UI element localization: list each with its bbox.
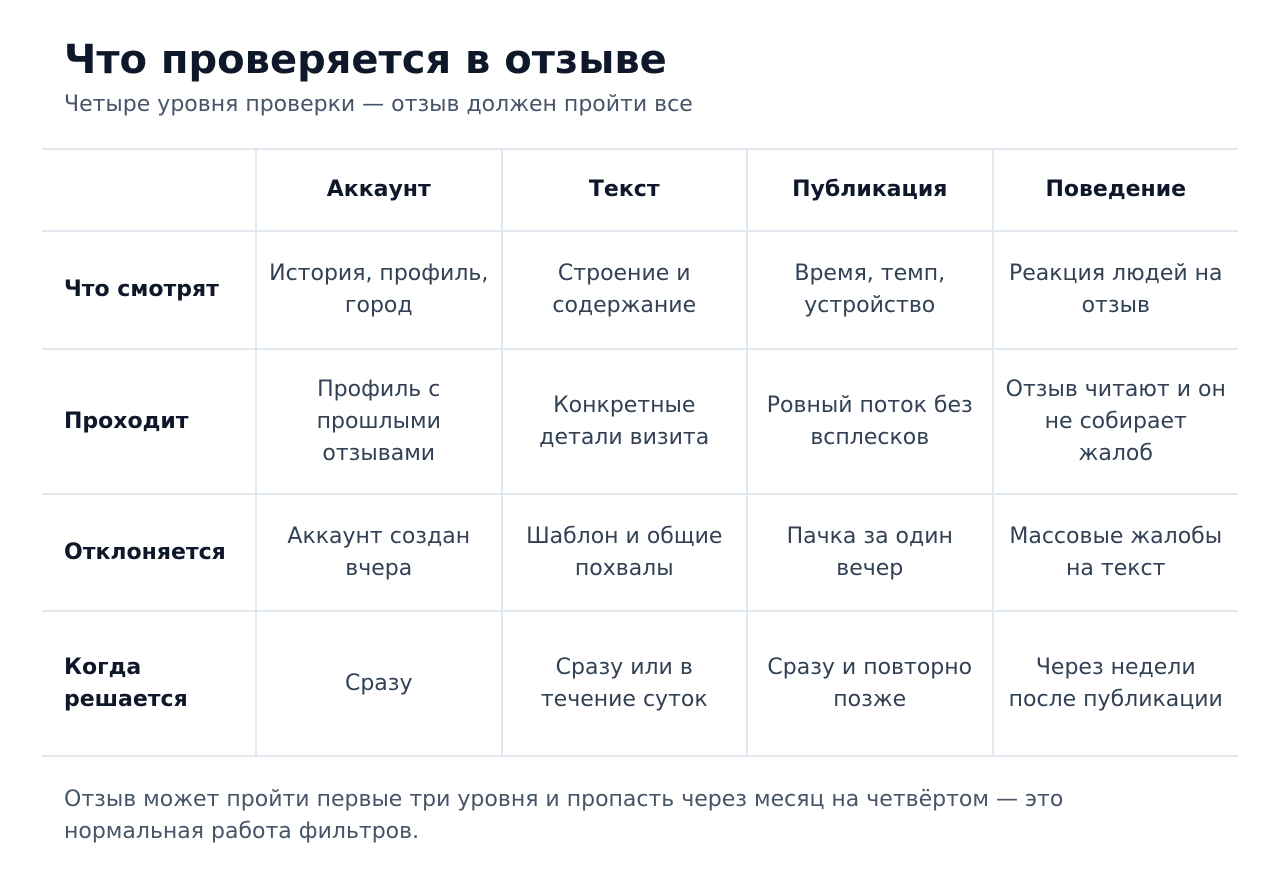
table-cell: Профиль с прошлыми отзывами xyxy=(256,349,502,494)
table-cell: История, профиль, город xyxy=(256,231,502,349)
table-cell: Ровный поток без всплесков xyxy=(747,349,993,494)
column-header-text: Текст xyxy=(502,149,748,231)
table-cell: Конкретные детали визита xyxy=(502,349,748,494)
table-cell: Сразу и повторно позже xyxy=(747,611,993,756)
table-cell: Отзыв читают и он не собирает жалоб xyxy=(993,349,1239,494)
column-header-account: Аккаунт xyxy=(256,149,502,231)
table-row xyxy=(42,494,1238,611)
row-header: Отклоняется xyxy=(42,494,256,611)
row-header: Проходит xyxy=(42,349,256,494)
column-header-behavior: Поведение xyxy=(993,149,1239,231)
table-row xyxy=(42,349,1238,494)
table-corner-cell xyxy=(42,149,256,231)
table-cell: Через недели после публикации xyxy=(993,611,1239,756)
table-cell: Сразу или в течение суток xyxy=(502,611,748,756)
table-cell: Сразу xyxy=(256,611,502,756)
table-row xyxy=(42,611,1238,756)
review-check-table xyxy=(42,148,1238,757)
column-header-publication: Публикация xyxy=(747,149,993,231)
table-cell: Аккаунт создан вчера xyxy=(256,494,502,611)
table-cell: Пачка за один вечер xyxy=(747,494,993,611)
table-cell: Реакция людей на отзыв xyxy=(993,231,1239,349)
footnote: Отзыв может пройти первые три уровня и пропасть через месяц на четвёртом — это нормальная работа фильтров. xyxy=(64,787,1064,844)
table-cell: Шаблон и общие похвалы xyxy=(502,494,748,611)
page-title: Что проверяется в отзыве xyxy=(64,37,667,83)
row-header: Что смотрят xyxy=(42,231,256,349)
table-row xyxy=(42,231,1238,349)
table-cell: Строение и содержание xyxy=(502,231,748,349)
page-subtitle: Четыре уровня проверки — отзыв должен пройти все xyxy=(64,92,693,117)
table-header-row xyxy=(42,149,1238,231)
table-cell: Массовые жалобы на текст xyxy=(993,494,1239,611)
row-header: Когда решается xyxy=(42,611,256,756)
table-cell: Время, темп, устройство xyxy=(747,231,993,349)
